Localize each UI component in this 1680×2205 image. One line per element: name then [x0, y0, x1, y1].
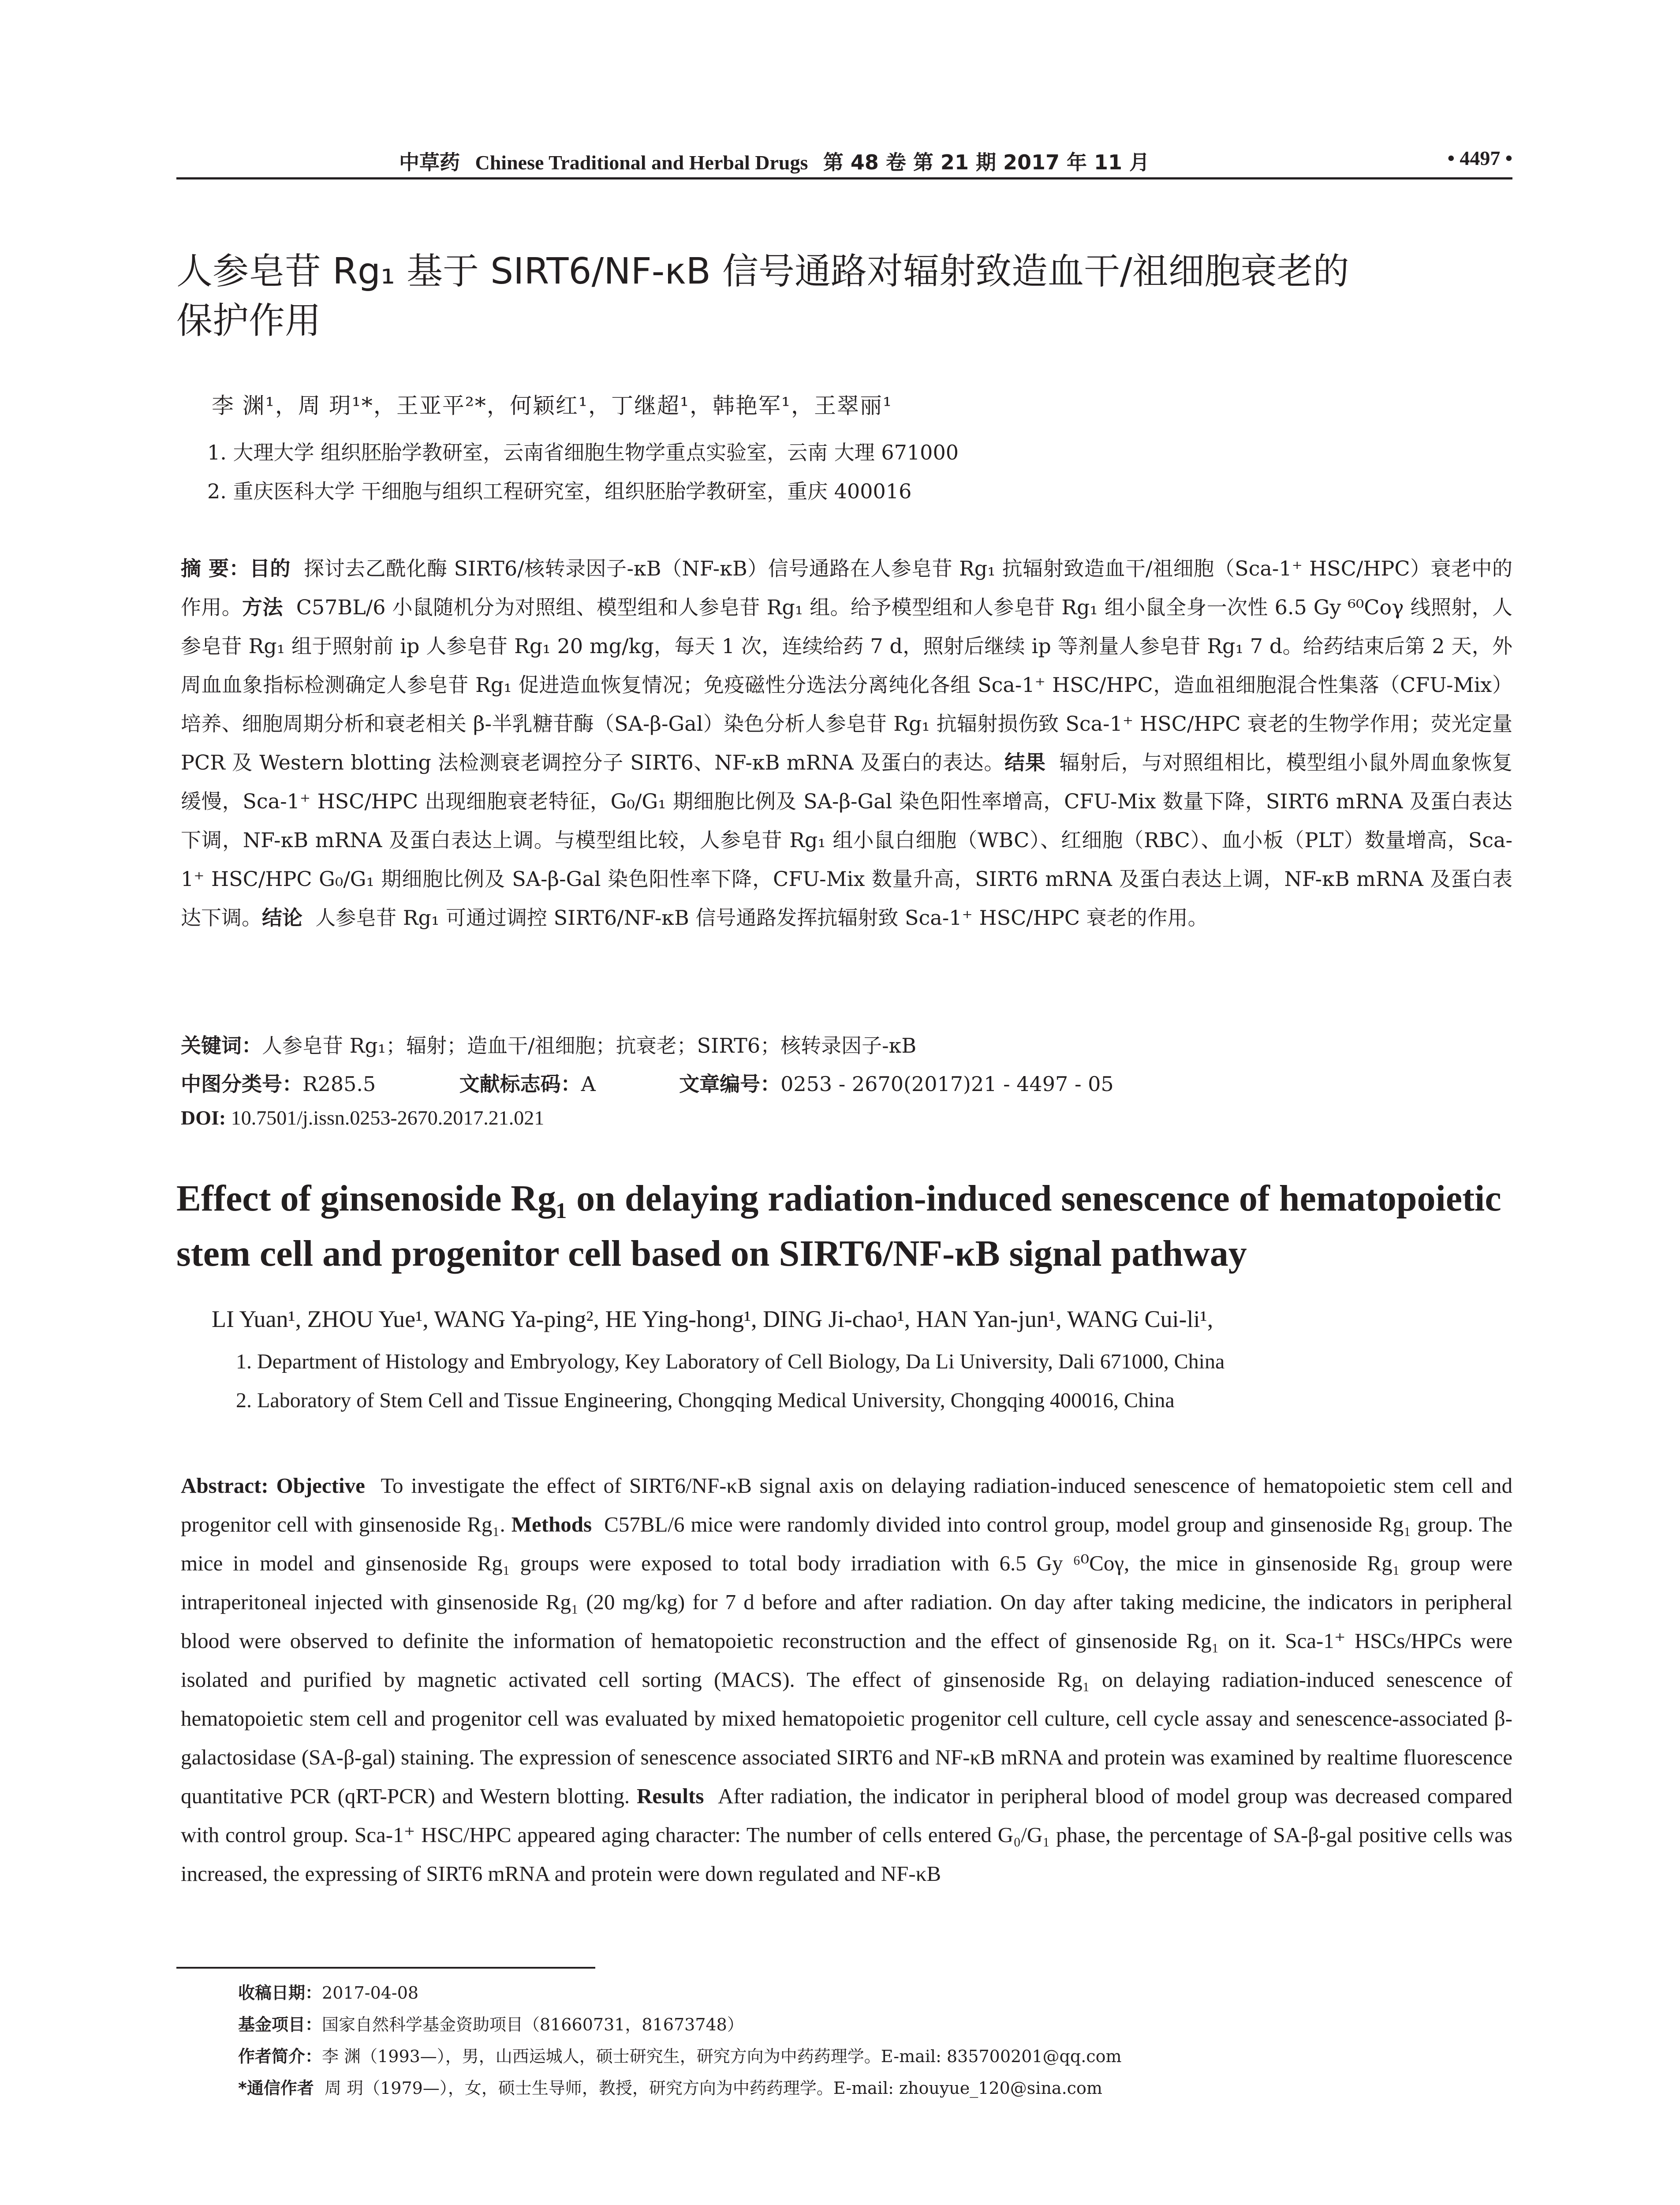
authors-cn: 李 渊¹，周 玥¹*，王亚平²*，何颖红¹，丁继超¹，韩艳军¹，王翠丽¹	[212, 393, 893, 419]
abstract-cn	[181, 549, 1512, 937]
author-bio-text: 李 渊（1993—），男，山西运城人，硕士研究生，研究方向为中药药理学。E-mail: 835700201@qq.com	[322, 2047, 1122, 2066]
footnote-fund	[238, 2011, 744, 2035]
results-label-en: Results	[636, 1784, 704, 1808]
doccode-value: A	[581, 1072, 596, 1096]
methods-text-cn: C57BL/6 小鼠随机分为对照组、模型组和人参皂苷 Rg₁ 组。给予模型组和人参皂苷 Rg₁ 组小鼠全身一次性 6.5 Gy ⁶⁰Coγ 线照射，人参皂苷 Rg₁ 组于照射前 ip 人参皂苷 Rg₁ 20 mg/kg，每天 1 次，连续给药 7 d，照射后继续 ip 等剂量人参皂苷 Rg₁ 7 d。给药结束后第 2 天，外周血血象指标检测确定人参皂苷 Rg₁ 促进造血恢复情况；免疫磁性分选法分离纯化各组 Sca-1⁺ HSC/HPC，造血祖细胞混合性集落（CFU-Mix）培养、细胞周期分析和衰老相关 β-半乳糖苷酶（SA-β-Gal）染色分析人参皂苷 Rg₁ 抗辐射损伤致 Sca-1⁺ HSC/HPC 衰老的生物学作用；荧光定量 PCR 及 Western blotting 法检测衰老调控分子 SIRT6、NF-κB mRNA 及蛋白的表达。	[181, 595, 1513, 774]
methods-label-en: Methods	[511, 1512, 592, 1536]
doi-label: DOI:	[181, 1106, 226, 1129]
abstract-label-en: Abstract:	[181, 1473, 269, 1498]
methods-label-cn: 方法	[242, 595, 283, 619]
title-en-line2: stem cell and progenitor cell based on SIRT6/NF-κB signal pathway	[176, 1233, 1247, 1274]
results-label-cn: 结果	[1004, 751, 1046, 774]
article-number-label: 文章编号：	[679, 1072, 781, 1096]
corresponding-text: 周 玥（1979—），女，硕士生导师，教授，研究方向为中药药理学。E-mail: zhouyue_120@sina.com	[325, 2078, 1102, 2098]
authors-en: LI Yuan¹, ZHOU Yue¹, WANG Ya-ping², HE Ying-hong¹, DING Ji-chao¹, HAN Yan-jun¹, WANG Cui-li¹,	[212, 1306, 1213, 1332]
methods-text-en: C57BL/6 mice were randomly divided into control group, model group and ginsenoside Rg₁ group. The mice in model and ginsenoside Rg₁ groups were exposed to total body irradiation with 6.5 Gy ⁶⁰Coγ, the mice in ginsenoside Rg₁ group were intraperitoneal injected with ginsenoside Rg₁ (20 mg/kg) for 7 d before and after radiation. On day after taking medicine, the indicators in peripheral blood were observed to definite the information of hematopoietic reconstruction and the effect of ginsenoside Rg₁ on it. Sca-1⁺ HSCs/HPCs were isolated and purified by magnetic activated cell sorting (MACS). The effect of ginsenoside Rg₁ on delaying radiation-induced senescence of hematopoietic stem cell and progenitor cell was evaluated by mixed hematopoietic progenitor cell culture, cell cycle assay and senescence-associated β-galactosidase (SA-β-gal) staining. The expression of senescence associated SIRT6 and NF-κB mRNA and protein was examined by realtime fluorescence quantitative PCR (qRT-PCR) and Western blotting.	[181, 1512, 1513, 1808]
journal-name-en: Chinese Traditional and Herbal Drugs	[475, 151, 808, 174]
doi-value: 10.7501/j.issn.0253-2670.2017.21.021	[231, 1106, 545, 1129]
author-bio-label: 作者简介：	[238, 2047, 322, 2066]
journal-issue: 第 48 卷 第 21 期 2017 年 11 月	[823, 150, 1150, 174]
conclusion-label-cn: 结论	[262, 906, 302, 930]
received-date: 2017-04-08	[322, 1983, 419, 2003]
header-rule	[176, 177, 1512, 179]
title-cn-line2: 保护作用	[176, 300, 321, 342]
objective-label-cn: 目的	[249, 557, 291, 580]
affiliation-cn-2: 2. 重庆医科大学 干细胞与组织工程研究室，组织胚胎学教研室，重庆 400016	[207, 479, 912, 503]
footnote-author	[238, 2043, 1121, 2067]
fund-text: 国家自然科学基金资助项目（81660731，81673748）	[322, 2015, 744, 2034]
conclusion-text-cn: 人参皂苷 Rg₁ 可通过调控 SIRT6/NF-κB 信号通路发挥抗辐射致 Sca-1⁺ HSC/HPC 衰老的作用。	[315, 906, 1208, 930]
running-header	[176, 141, 1512, 176]
title-cn	[176, 247, 1512, 346]
doccode-label: 文献标志码：	[459, 1072, 581, 1096]
keywords-label: 关键词：	[181, 1034, 262, 1058]
classification-line	[181, 1068, 1512, 1097]
footnote-received	[238, 1979, 418, 2003]
article-number-value: 0253 - 2670(2017)21 - 4497 - 05	[780, 1072, 1114, 1096]
title-cn-line1: 人参皂苷 Rg₁ 基于 SIRT6/NF-κB 信号通路对辐射致造血干/祖细胞衰老的	[176, 250, 1349, 292]
affiliation-cn-1: 1. 大理大学 组织胚胎学教研室，云南省细胞生物学重点实验室，云南 大理 671000	[207, 441, 959, 464]
received-label: 收稿日期：	[238, 1983, 322, 2003]
title-en-line1: Effect of ginsenoside Rg₁ on delaying radiation-induced senescence of hematopoietic	[176, 1178, 1501, 1219]
objective-label-en: Objective	[276, 1473, 365, 1498]
keywords-cn	[181, 1030, 916, 1059]
journal-name-cn: 中草药	[399, 150, 460, 174]
keywords-text: 人参皂苷 Rg₁；辐射；造血干/祖细胞；抗衰老；SIRT6；核转录因子-κB	[262, 1034, 917, 1058]
objective-text-cn: 探讨去乙酰化酶 SIRT6/核转录因子-κB（NF-κB）信号通路在人参皂苷 Rg₁ 抗辐射致造血干/祖细胞（Sca-1⁺ HSC/HPC）衰老中的作用。	[181, 557, 1512, 619]
objective-text-en: To investigate the effect of SIRT6/NF-κB signal axis on delaying radiation-induced senescence of hematopoietic stem cell and progenitor cell with ginsenoside Rg₁.	[181, 1473, 1513, 1536]
affiliation-en-1: 1. Department of Histology and Embryology, Key Laboratory of Cell Biology, Da Li University, Dali 671000, China	[236, 1350, 1225, 1373]
clc-label: 中图分类号：	[181, 1072, 302, 1096]
journal-info	[399, 146, 1150, 176]
page-number: • 4497 •	[1447, 147, 1512, 169]
affiliation-en-2: 2. Laboratory of Stem Cell and Tissue Engineering, Chongqing Medical University, Chongqing 400016, China	[236, 1389, 1175, 1412]
fund-label: 基金项目：	[238, 2015, 322, 2034]
footnote-corresponding	[238, 2074, 1102, 2099]
title-en	[176, 1171, 1521, 1281]
results-text-en: After radiation, the indicator in peripheral blood of model group was decreased compared with control group. Sca-1⁺ HSC/HPC appeared aging character: The number of cells entered G₀/G₁ phase, the percentage of SA-β-gal positive cells was increased, the expressing of SIRT6 mRNA and protein were down regulated and NF-κB	[181, 1784, 1513, 1886]
abstract-en	[181, 1466, 1512, 1893]
doi-line	[181, 1106, 544, 1129]
clc-value: R285.5	[302, 1072, 376, 1096]
results-text-cn: 辐射后，与对照组相比，模型组小鼠外周血象恢复缓慢，Sca-1⁺ HSC/HPC 出现细胞衰老特征，G₀/G₁ 期细胞比例及 SA-β-Gal 染色阳性率增高，CFU-Mix 数量下降，SIRT6 mRNA 及蛋白表达下调，NF-κB mRNA 及蛋白表达上调。与模型组比较，人参皂苷 Rg₁ 组小鼠白细胞（WBC）、红细胞（RBC）、血小板（PLT）数量增高，Sca-1⁺ HSC/HPC G₀/G₁ 期细胞比例及 SA-β-Gal 染色阳性率下降，CFU-Mix 数量升高，SIRT6 mRNA 及蛋白表达上调，NF-κB mRNA 及蛋白表达下调。	[181, 751, 1513, 930]
footnote-rule	[176, 1967, 595, 1969]
corresponding-label: *通信作者	[238, 2078, 314, 2098]
abstract-label-cn: 摘 要：	[181, 557, 250, 580]
